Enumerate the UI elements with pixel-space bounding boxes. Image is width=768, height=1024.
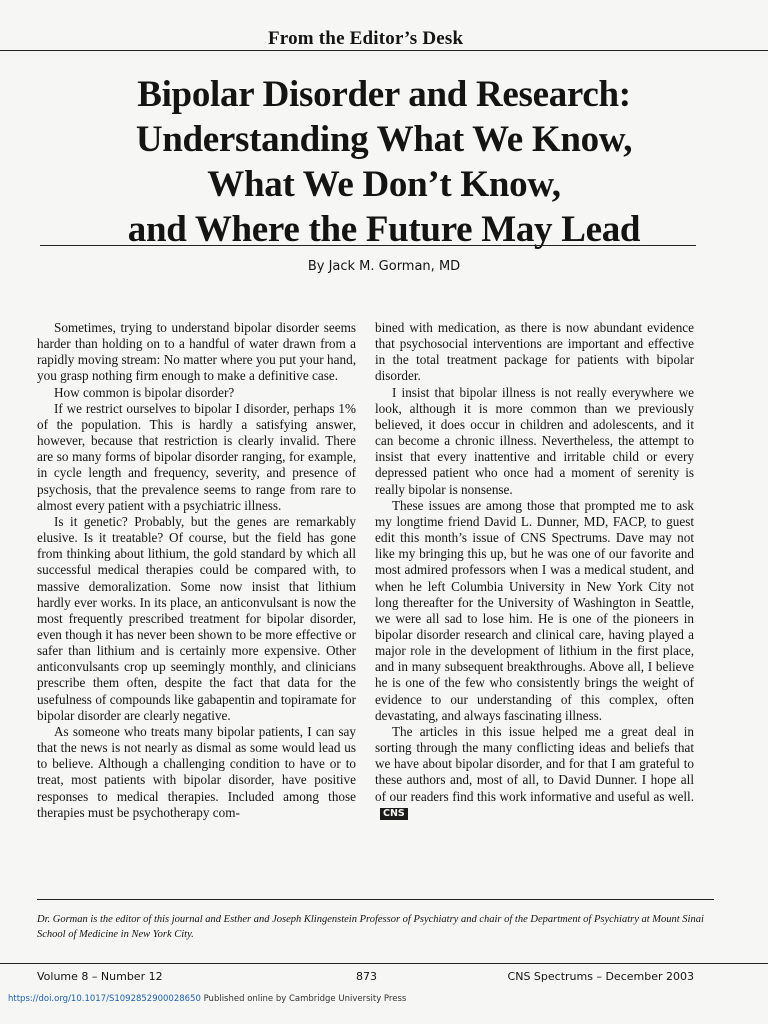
article-title [40,72,728,252]
paragraph: If we restrict ourselves to bipolar I disorder, perhaps 1% of the population. This is hardly a satisfying answer, however, because that restriction is clearly invalid. There are so many forms of bipolar disorder ranging, for example, in cycle length and frequency, severity, and presence of psychosis, that the prevalence seems to range from rare to almost every patient with a psychiatric illness. [37,400,356,513]
title-line: and Where the Future May Lead [127,209,641,250]
paragraph: I insist that bipolar illness is not really everywhere we look, although it is more common than we previously believed, it does occur in children and adolescents, and it can become a chronic illness. Nevertheless, the attempt to insist that every inattentive and irritable child or every depressed patient who once had a moment of serenity is really bipolar is nonsense. [375,384,694,497]
title-line: Understanding What We Know, [135,119,633,160]
body-column-right [375,320,694,821]
footer-page-number: 873 [356,970,377,983]
byline: By Jack M. Gorman, MD [307,259,461,274]
title-line: Bipolar Disorder and Research: [137,74,631,115]
doi-line [8,994,406,1004]
title-line: What We Don’t Know, [207,164,561,205]
body-column-left [37,320,356,821]
paragraph: How common is bipolar disorder? [54,384,235,400]
paragraph: Sometimes, trying to understand bipolar disorder seems harder than holding on to a handful of water drawn from a rapidly moving stream: No matter where you put your hand, you grasp nothing firm enough to make a definitive case. [37,320,356,384]
title-rule [40,245,696,246]
paragraph: As someone who treats many bipolar patients, I can say that the news is not nearly as dismal as some would lead us to believe. Although a challenging condition to have or to treat, most patients with bipolar disorder, have positive responses to medical therapies. Included among those therapies must be psychotherapy com- [37,723,356,820]
paragraph-final [375,724,694,821]
section-label-text: From the Editor’s Desk [268,28,464,49]
paragraph: These issues are among those that prompted me to ask my longtime friend David L. Dunner, MD, FACP, to guest edit this month’s issue of CNS Spectrums. Dave may not like my bringing this up, but he was one of our favorite and most admired professors when I was a medical student, and when he left Columbia University in New York City not long thereafter for the University of Washington in Seattle, we were all sad to lose him. He is one of the pioneers in bipolar disorder research and clinical care, having played a major role in the development of lithium in the first place, and in many subsequent breakthroughs. Above all, I believe he is one of the few who consistently brings the weight of evidence to our understanding of this complex, often devastating, and always fascinating illness. [375,497,694,723]
footer-rule [0,963,768,964]
footer-journal-date: CNS Spectrums – December 2003 [507,970,694,983]
doi-link[interactable]: https://doi.org/10.1017/S1092852900028650 [8,994,201,1004]
paragraph: Is it genetic? Probably, but the genes are remarkably elusive. Is it treatable? Of course, but the field has gone from thinking about lithium, the gold standard by which all successful medical therapies could be compared with, to massive demoralization. Some now insist that lithium hardly ever works. In its place, an anticonvulsant is now the most frequently prescribed treatment for bipolar disorder, even though it has never been shown to be more effective or safer than lithium and is certainly more expensive. Other anticonvulsants crop up seemingly monthly, and clinicians prescribe them often, despite the fact that data for the usefulness of compounds like gabapentin and topiramate for bipolar disorder are clearly negative. [37,513,356,723]
section-label [0,28,768,51]
author-footnote: Dr. Gorman is the editor of this journal and Esther and Joseph Klingenstein Professor of Psychiatry and chair of the Department of Psychiatry at Mount Sinai School of Medicine in New York City. [37,914,704,940]
doi-publisher-text: Published online by Cambridge University Press [200,994,407,1004]
footnote-rule [37,899,714,900]
cns-end-badge: CNS [380,808,408,820]
paragraph: bined with medication, as there is now abundant evidence that psychosocial interventions are important and effective in the total treatment package for patients with bipolar disorder. [375,320,694,384]
paragraph-text: The articles in this issue helped me a great deal in sorting through the many conflicting ideas and beliefs that we have about bipolar disorder, and for that I am grateful to these authors and, most of all, to David Dunner. I hope all of our readers find this work informative and useful as well. [375,723,694,804]
footer-volume: Volume 8 – Number 12 [37,970,163,983]
